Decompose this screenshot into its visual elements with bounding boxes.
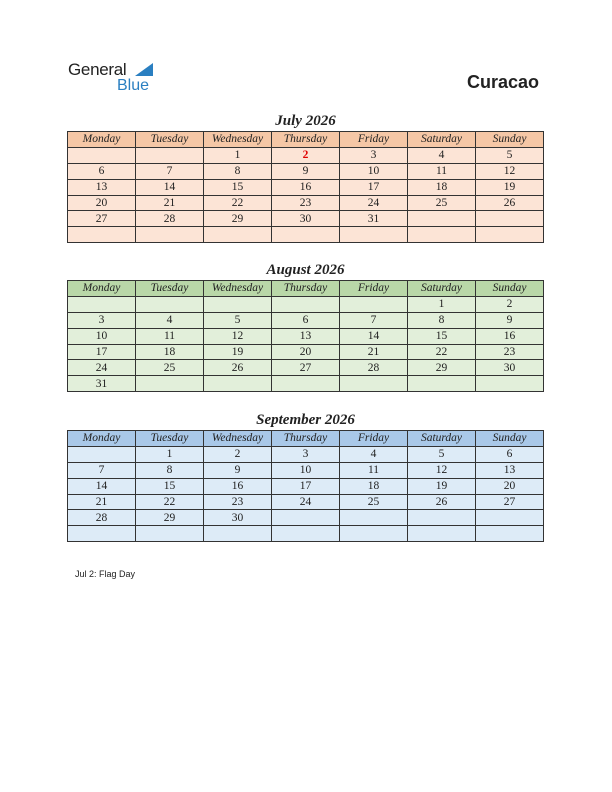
day-cell: 29 [204, 211, 272, 227]
weekday-header: Monday [68, 281, 136, 297]
day-cell [340, 376, 408, 392]
holiday-notes [75, 569, 135, 579]
day-cell [272, 227, 340, 243]
day-cell: 14 [136, 179, 204, 195]
weekday-header: Sunday [476, 281, 544, 297]
day-cell [272, 526, 340, 542]
day-cell: 15 [136, 478, 204, 494]
weekday-header: Sunday [476, 132, 544, 148]
day-cell: 26 [476, 195, 544, 211]
month-september [67, 410, 544, 542]
day-cell [408, 227, 476, 243]
month-title: September 2026 [256, 412, 355, 428]
weekday-header: Tuesday [136, 431, 204, 447]
day-cell: 1 [408, 296, 476, 312]
weekday-header-row [68, 281, 544, 297]
day-cell: 15 [408, 328, 476, 344]
day-cell [68, 446, 136, 462]
day-cell: 31 [340, 211, 408, 227]
day-cell: 21 [68, 494, 136, 510]
month-july [67, 111, 544, 243]
day-cell: 5 [408, 446, 476, 462]
day-cell [272, 510, 340, 526]
weekday-header: Wednesday [204, 281, 272, 297]
day-cell: 13 [68, 179, 136, 195]
weekday-header: Friday [340, 281, 408, 297]
day-cell: 25 [340, 494, 408, 510]
day-cell: 11 [340, 462, 408, 478]
month-august [67, 260, 544, 392]
day-cell [272, 296, 340, 312]
day-cell: 28 [136, 211, 204, 227]
weekday-header: Friday [340, 132, 408, 148]
day-cell: 9 [204, 462, 272, 478]
week-row [68, 312, 544, 328]
day-cell: 14 [340, 328, 408, 344]
day-cell: 3 [340, 147, 408, 163]
week-row [68, 227, 544, 243]
week-row [68, 510, 544, 526]
week-row [68, 462, 544, 478]
day-cell: 8 [408, 312, 476, 328]
day-cell: 16 [476, 328, 544, 344]
day-cell: 29 [408, 360, 476, 376]
day-cell [408, 526, 476, 542]
day-cell: 18 [340, 478, 408, 494]
weekday-header: Friday [340, 431, 408, 447]
day-cell: 27 [476, 494, 544, 510]
day-cell: 6 [476, 446, 544, 462]
day-cell [476, 211, 544, 227]
day-cell [136, 227, 204, 243]
day-cell: 2 [272, 147, 340, 163]
day-cell: 4 [136, 312, 204, 328]
week-row [68, 296, 544, 312]
day-cell: 1 [136, 446, 204, 462]
day-cell: 2 [204, 446, 272, 462]
day-cell: 4 [408, 147, 476, 163]
day-cell [136, 376, 204, 392]
day-cell [340, 296, 408, 312]
day-cell: 18 [136, 344, 204, 360]
weekday-header: Saturday [408, 132, 476, 148]
day-cell [136, 296, 204, 312]
day-cell: 21 [340, 344, 408, 360]
day-cell: 20 [68, 195, 136, 211]
day-cell [272, 376, 340, 392]
day-cell [68, 147, 136, 163]
day-cell [408, 510, 476, 526]
day-cell: 13 [272, 328, 340, 344]
week-row [68, 344, 544, 360]
day-cell: 8 [204, 163, 272, 179]
day-cell: 23 [204, 494, 272, 510]
month-title: August 2026 [266, 262, 345, 278]
week-row [68, 195, 544, 211]
week-row [68, 147, 544, 163]
day-cell: 20 [476, 478, 544, 494]
weekday-header-row [68, 132, 544, 148]
day-cell: 12 [476, 163, 544, 179]
day-cell: 17 [68, 344, 136, 360]
day-cell: 19 [408, 478, 476, 494]
week-row [68, 328, 544, 344]
day-cell: 16 [204, 478, 272, 494]
weekday-header: Wednesday [204, 431, 272, 447]
day-cell: 24 [340, 195, 408, 211]
day-cell: 7 [340, 312, 408, 328]
day-cell: 4 [340, 446, 408, 462]
day-cell [476, 376, 544, 392]
day-cell: 10 [272, 462, 340, 478]
day-cell: 25 [136, 360, 204, 376]
day-cell [68, 526, 136, 542]
calendar-table [67, 131, 544, 243]
day-cell: 19 [476, 179, 544, 195]
day-cell: 5 [204, 312, 272, 328]
day-cell: 27 [68, 211, 136, 227]
weekday-header: Wednesday [204, 132, 272, 148]
day-cell: 3 [272, 446, 340, 462]
calendar-table [67, 430, 544, 542]
week-row [68, 163, 544, 179]
day-cell: 23 [476, 344, 544, 360]
day-cell: 12 [204, 328, 272, 344]
day-cell [476, 227, 544, 243]
day-cell [340, 227, 408, 243]
day-cell: 24 [272, 494, 340, 510]
day-cell [136, 147, 204, 163]
day-cell [408, 211, 476, 227]
day-cell: 14 [68, 478, 136, 494]
weekday-header: Thursday [272, 431, 340, 447]
weekday-header: Thursday [272, 281, 340, 297]
week-row [68, 376, 544, 392]
week-row [68, 478, 544, 494]
day-cell: 7 [68, 462, 136, 478]
day-cell: 22 [136, 494, 204, 510]
week-row [68, 179, 544, 195]
weekday-header-row [68, 431, 544, 447]
day-cell: 18 [408, 179, 476, 195]
holiday-note: Jul 2: Flag Day [75, 569, 136, 579]
day-cell: 17 [340, 179, 408, 195]
day-cell: 21 [136, 195, 204, 211]
weekday-header: Saturday [408, 281, 476, 297]
day-cell: 25 [408, 195, 476, 211]
day-cell [476, 526, 544, 542]
day-cell: 2 [476, 296, 544, 312]
day-cell: 10 [340, 163, 408, 179]
day-cell: 27 [272, 360, 340, 376]
week-row [68, 211, 544, 227]
country-title: Curacao [466, 72, 539, 92]
day-cell: 7 [136, 163, 204, 179]
day-cell: 30 [204, 510, 272, 526]
day-cell [68, 296, 136, 312]
logo-text-blue: Blue [117, 77, 150, 94]
day-cell: 6 [68, 163, 136, 179]
weekday-header: Monday [68, 132, 136, 148]
day-cell: 30 [476, 360, 544, 376]
day-cell: 6 [272, 312, 340, 328]
day-cell: 29 [136, 510, 204, 526]
day-cell: 9 [272, 163, 340, 179]
day-cell [204, 376, 272, 392]
day-cell: 26 [204, 360, 272, 376]
generalblue-logo [68, 60, 168, 96]
week-row [68, 494, 544, 510]
month-title: July 2026 [275, 113, 336, 129]
day-cell: 13 [476, 462, 544, 478]
day-cell: 28 [340, 360, 408, 376]
day-cell: 17 [272, 478, 340, 494]
weekday-header: Tuesday [136, 281, 204, 297]
day-cell [204, 296, 272, 312]
weekday-header: Sunday [476, 431, 544, 447]
day-cell [476, 510, 544, 526]
day-cell: 19 [204, 344, 272, 360]
day-cell: 24 [68, 360, 136, 376]
day-cell [136, 526, 204, 542]
day-cell [340, 526, 408, 542]
logo-text-general: General [68, 60, 127, 79]
weekday-header: Monday [68, 431, 136, 447]
day-cell: 9 [476, 312, 544, 328]
day-cell: 10 [68, 328, 136, 344]
weekday-header: Saturday [408, 431, 476, 447]
day-cell [68, 227, 136, 243]
day-cell: 22 [408, 344, 476, 360]
day-cell [340, 510, 408, 526]
weekday-header: Thursday [272, 132, 340, 148]
day-cell: 15 [204, 179, 272, 195]
weekday-header: Tuesday [136, 132, 204, 148]
day-cell: 28 [68, 510, 136, 526]
day-cell: 1 [204, 147, 272, 163]
day-cell: 11 [408, 163, 476, 179]
day-cell: 30 [272, 211, 340, 227]
day-cell: 22 [204, 195, 272, 211]
day-cell: 8 [136, 462, 204, 478]
day-cell: 26 [408, 494, 476, 510]
day-cell: 23 [272, 195, 340, 211]
logo-triangle-icon [135, 63, 153, 76]
day-cell: 3 [68, 312, 136, 328]
day-cell [204, 227, 272, 243]
week-row [68, 526, 544, 542]
day-cell: 16 [272, 179, 340, 195]
day-cell [408, 376, 476, 392]
day-cell: 20 [272, 344, 340, 360]
day-cell: 12 [408, 462, 476, 478]
day-cell: 11 [136, 328, 204, 344]
week-row [68, 446, 544, 462]
day-cell: 31 [68, 376, 136, 392]
day-cell: 5 [476, 147, 544, 163]
week-row [68, 360, 544, 376]
day-cell [204, 526, 272, 542]
calendar-table [67, 280, 544, 392]
